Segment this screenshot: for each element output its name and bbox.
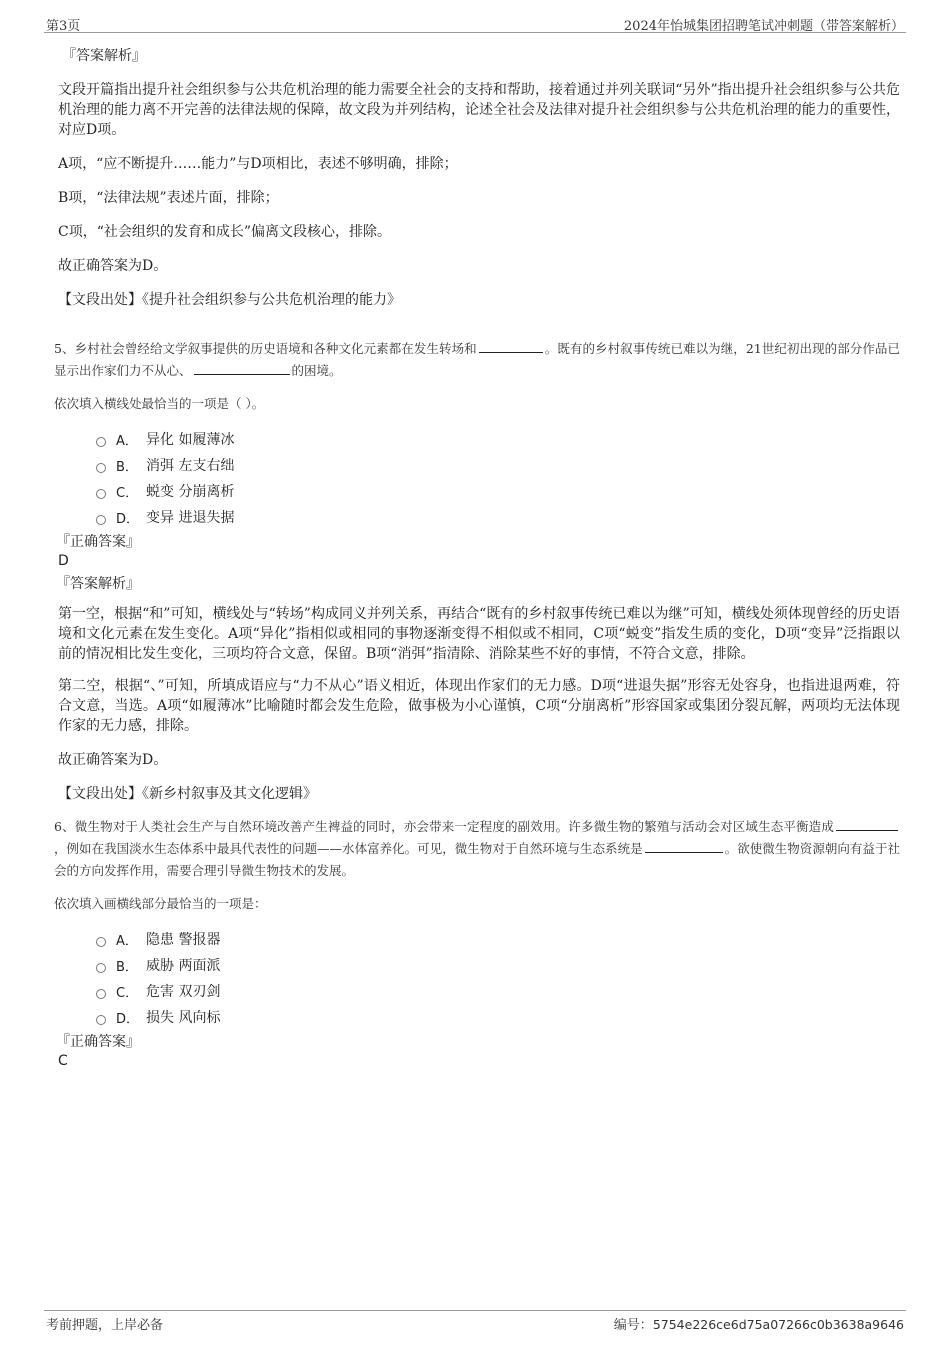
radio-button-icon[interactable] — [96, 989, 106, 999]
answer-blank — [194, 360, 290, 375]
analysis-paragraph: 文段开篇指出提升社会组织参与公共危机治理的能力需要全社会的支持和帮助，接着通过并列关联词“另外”指出提升社会组织参与公共危机治理的能力离不开完善的法律法规的保障，故文段为并列结构，论述全社会及法律对提升社会组织参与公共危机治理的能力的重要性，对应D项。 — [58, 82, 900, 138]
analysis-paragraph: 第一空，根据“和”可知，横线处与“转场”构成同义并列关系，再结合“既有的乡村叙事传统已难以为继”可知，横线处须体现曾经的历史语境和文化元素在发生变化。A项“异化”指相似或相同的事物逐渐变得不相似或不相同，C项“蜕变”指发生质的变化，D项“变异”泛指跟以前的情况相比发生变化，三项均符合文意，保留。B项“消弭”指清除、消除某些不好的事情，不符合文意，排除。 — [58, 606, 900, 662]
option-list — [96, 926, 900, 1030]
footer-slogan: 考前押题，上岸必备 — [46, 1318, 164, 1333]
option-text: 威胁 两面派 — [146, 958, 221, 974]
analysis-heading: 『答案解析』 — [56, 576, 140, 592]
option-text: 异化 如履薄冰 — [146, 432, 235, 448]
analysis-paragraph: C项，“社会组织的发育和成长”偏离文段核心，排除。 — [58, 224, 392, 240]
analysis-paragraph: 第二空，根据“、”可知，所填成语应与“力不从心”语义相近，体现出作家们的无力感。D项“进退失据”形容无处容身，也指进退两难，符合文意，当选。A项“如履薄冰”比喻随时都会发生危险，做事极为小心谨慎，C项“分崩离析”形容国家或集团分裂瓦解，两项均无法体现作家的无力感，排除。 — [58, 678, 900, 734]
answer-blank — [645, 838, 723, 853]
question-text-part: 5、乡村社会曾经给文学叙事提供的历史语境和各种文化元素都在发生转场和 — [54, 341, 477, 356]
answer-blank — [836, 816, 898, 831]
radio-button-icon[interactable] — [96, 963, 106, 973]
radio-button-icon[interactable] — [96, 515, 106, 525]
analysis-paragraph: A项，“应不断提升……能力”与D项相比，表述不够明确，排除； — [58, 156, 458, 172]
question-text — [54, 338, 900, 382]
option-b[interactable] — [96, 952, 900, 978]
question-text-part: 。既有的乡村叙事传统已难以为继，21世纪初出现的部分作品已显示出作家们力不从心、 — [54, 341, 900, 378]
option-text: 危害 双刃剑 — [146, 984, 221, 1000]
document-code-label: 编号： — [613, 1318, 653, 1333]
option-letter: C． — [116, 485, 139, 501]
option-letter: C． — [116, 985, 139, 1001]
option-letter: B． — [116, 959, 138, 975]
final-answer: 故正确答案为D。 — [58, 752, 168, 768]
option-c[interactable] — [96, 978, 900, 1004]
option-a[interactable] — [96, 926, 900, 952]
question-text-part: 。欲使微生物资源朝向有益于社会的方向发挥作用，需要合理引导微生物技术的发展。 — [54, 841, 900, 878]
q4-analysis — [56, 46, 900, 310]
option-letter: A． — [116, 433, 138, 449]
question-text-part: 的困境。 — [291, 363, 342, 378]
radio-button-icon[interactable] — [96, 937, 106, 947]
correct-answer-heading: 『正确答案』 — [56, 1034, 140, 1050]
option-letter: B． — [116, 459, 138, 475]
option-letter: A． — [116, 933, 138, 949]
option-text: 消弭 左支右绌 — [146, 458, 235, 474]
option-text: 隐患 警报器 — [146, 932, 221, 948]
final-answer: 故正确答案为D。 — [58, 258, 168, 274]
analysis-paragraph: B项，“法律法规”表述片面，排除； — [58, 190, 279, 206]
page-number: 第3页 — [46, 19, 81, 34]
option-d[interactable] — [96, 504, 900, 530]
question-prompt: 依次填入画横线部分最恰当的一项是： — [54, 896, 267, 911]
option-a[interactable] — [96, 426, 900, 452]
correct-answer: C — [58, 1053, 68, 1069]
passage-source: 【文段出处】《提升社会组织参与公共危机治理的能力》 — [58, 292, 401, 308]
option-b[interactable] — [96, 452, 900, 478]
question-text — [54, 816, 900, 882]
radio-button-icon[interactable] — [96, 489, 106, 499]
option-d[interactable] — [96, 1004, 900, 1030]
page-content — [56, 46, 900, 1070]
radio-button-icon[interactable] — [96, 437, 106, 447]
document-code — [614, 1314, 904, 1333]
option-list — [96, 426, 900, 530]
page-footer — [44, 1310, 906, 1335]
option-c[interactable] — [96, 478, 900, 504]
correct-answer: D — [58, 553, 69, 569]
question-text-part: 6、微生物对于人类社会生产与自然环境改善产生裨益的同时，亦会带来一定程度的副效用。许多微生物的繁殖与活动会对区域生态平衡造成 — [54, 819, 834, 834]
option-text: 蜕变 分崩离析 — [146, 484, 235, 500]
correct-answer-heading: 『正确答案』 — [56, 534, 140, 550]
question-5 — [56, 338, 900, 804]
option-text: 变异 进退失据 — [146, 510, 235, 526]
question-prompt: 依次填入横线处最恰当的一项是（ ）。 — [54, 396, 265, 411]
radio-button-icon[interactable] — [96, 1015, 106, 1025]
analysis-heading: 『答案解析』 — [62, 48, 146, 64]
document-title: 2024年怡城集团招聘笔试冲刺题（带答案解析） — [623, 19, 904, 34]
passage-source: 【文段出处】《新乡村叙事及其文化逻辑》 — [58, 786, 317, 802]
page-header — [44, 14, 906, 33]
question-text-part: ，例如在我国淡水生态体系中最具代表性的问题——水体富养化。可见，微生物对于自然环境与生态系统是 — [54, 841, 643, 856]
question-6 — [56, 816, 900, 1070]
radio-button-icon[interactable] — [96, 463, 106, 473]
option-letter: D． — [116, 511, 140, 527]
answer-blank — [479, 338, 543, 353]
option-text: 损失 风向标 — [146, 1010, 221, 1026]
option-letter: D． — [116, 1011, 140, 1027]
document-code-value: 5754e226ce6d75a07266c0b3638a9646 — [652, 1317, 904, 1332]
